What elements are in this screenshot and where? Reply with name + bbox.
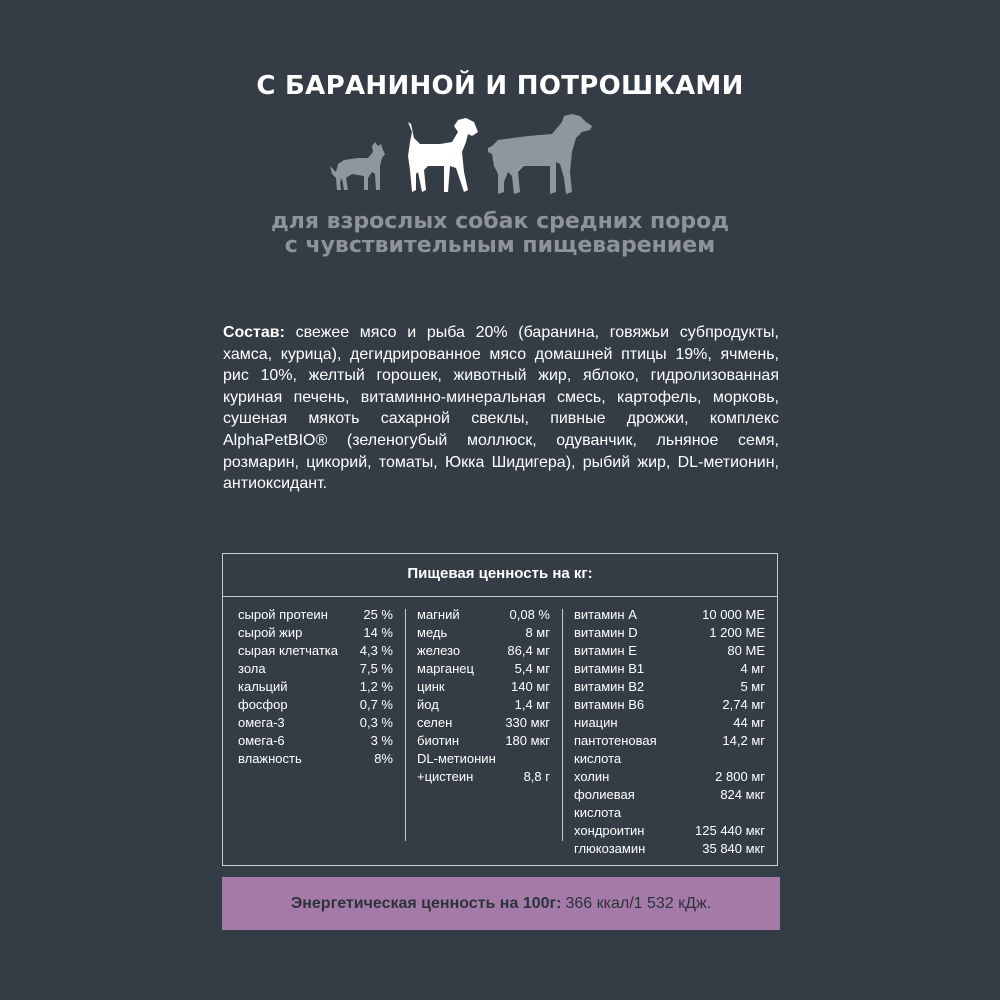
nutrient-value: 44 мг [733, 715, 765, 730]
nutrient-name: сырой протеин [238, 607, 328, 622]
nutrient-name: влажность [238, 751, 302, 766]
nutrient-name: цинк [417, 679, 445, 694]
nutrient-name: пантотеновая [574, 733, 657, 748]
nutrient-row [238, 750, 393, 768]
nutrition-column-3 [574, 606, 765, 858]
nutrient-row [238, 678, 393, 696]
nutrient-row [574, 804, 765, 822]
nutrient-name: фосфор [238, 697, 288, 712]
nutrient-value: 125 440 мкг [695, 823, 765, 838]
nutrient-value: 1 200 МЕ [709, 625, 765, 640]
energy-value-bar [222, 877, 780, 930]
composition-body: свежее мясо и рыба 20% (баранина, говяжьи субпродукты, хамса, курица), дегидрированное мясо домашней птицы 19%, ячмень, рис 10%, желтый горошек, животный жир, яблоко, гидролизованная куриная печень, витаминно-минеральная смесь, картофель, морковь, сушеная мякоть сахарной свеклы, пивные дрожжи, комплекс AlphaPetBIO® (зеленогубый моллюск, одуванчик, льняное семя, розмарин, цикорий, томаты, Юкка Шидигера), рыбий жир, DL-метионин, антиоксидант. [223, 324, 779, 493]
nutrient-row [574, 642, 765, 660]
composition-label: Состав: [223, 324, 285, 341]
nutrient-name: сырой жир [238, 625, 303, 640]
nutrient-name: ниацин [574, 715, 618, 730]
nutrient-name: фолиевая [574, 787, 635, 802]
nutrient-value: 180 мкг [505, 733, 550, 748]
nutrient-name: витамин D [574, 625, 638, 640]
nutrient-value: 1,4 мг [514, 697, 550, 712]
nutrient-row [417, 732, 550, 750]
nutrient-row [238, 696, 393, 714]
nutrient-name: железо [417, 643, 461, 658]
nutrition-table [222, 553, 778, 866]
nutrient-name: селен [417, 715, 453, 730]
nutrient-row [574, 786, 765, 804]
nutrient-value: 140 мг [511, 679, 550, 694]
nutrient-name: витамин В6 [574, 697, 645, 712]
nutrient-row [417, 750, 550, 768]
nutrient-row [238, 606, 393, 624]
nutrient-value: 8% [374, 751, 393, 766]
nutrient-row [238, 714, 393, 732]
nutrient-name: кислота [574, 751, 622, 766]
nutrient-row [574, 660, 765, 678]
nutrient-row [417, 660, 550, 678]
nutrient-name: холин [574, 769, 610, 784]
nutrient-value: 14 % [363, 625, 393, 640]
nutrient-row [417, 606, 550, 624]
nutrient-value: 8,8 г [523, 769, 550, 784]
subtitle [0, 210, 1000, 258]
nutrient-value: 5,4 мг [514, 661, 550, 676]
nutrient-name: йод [417, 697, 439, 712]
nutrient-name: витамин Е [574, 643, 637, 658]
nutrient-row [417, 768, 550, 786]
nutrient-row [417, 678, 550, 696]
nutrient-value: 10 000 МЕ [702, 607, 765, 622]
large-dog-icon [488, 114, 592, 194]
nutrition-title: Пищевая ценность на кг: [407, 565, 593, 582]
nutrient-row [417, 696, 550, 714]
nutrient-name: омега-6 [238, 733, 285, 748]
nutrient-row [417, 642, 550, 660]
nutrient-value: 1,2 % [359, 679, 393, 694]
nutrient-name: витамин В1 [574, 661, 645, 676]
nutrient-name: +цистеин [417, 769, 474, 784]
subtitle-line-1: для взрослых собак средних пород [271, 209, 729, 234]
nutrient-row [238, 624, 393, 642]
nutrient-value: 7,5 % [359, 661, 393, 676]
nutrient-value: 0,08 % [509, 607, 550, 622]
nutrient-name: магний [417, 607, 460, 622]
nutrient-value: 2 800 мг [715, 769, 765, 784]
nutrient-name: витамин А [574, 607, 637, 622]
nutrient-row [574, 678, 765, 696]
nutrient-row [574, 732, 765, 750]
subtitle-line-2: с чувствительным пищеварением [284, 233, 716, 258]
energy-value: 366 ккал/1 532 кДж. [565, 894, 712, 912]
nutrient-name: марганец [417, 661, 474, 676]
nutrient-name: витамин В2 [574, 679, 645, 694]
nutrition-column-1 [238, 606, 393, 768]
nutrient-name: кальций [238, 679, 288, 694]
nutrient-row [574, 714, 765, 732]
nutrient-value: 824 мкг [720, 787, 765, 802]
nutrient-row [574, 606, 765, 624]
nutrient-row [574, 624, 765, 642]
column-divider [562, 609, 563, 841]
column-divider [405, 609, 406, 841]
medium-dog-icon [408, 118, 478, 192]
nutrient-value: 35 840 мкг [702, 841, 765, 856]
nutrient-row [238, 732, 393, 750]
composition-text [223, 322, 779, 495]
nutrient-name: биотин [417, 733, 460, 748]
nutrient-value: 14,2 мг [722, 733, 765, 748]
nutrient-value: 2,74 мг [722, 697, 765, 712]
nutrient-row [417, 714, 550, 732]
energy-label: Энергетическая ценность на 100г: [290, 894, 562, 912]
nutrient-row [238, 660, 393, 678]
nutrient-row [238, 642, 393, 660]
nutrient-value: 8 мг [525, 625, 550, 640]
nutrient-value: 330 мкг [505, 715, 550, 730]
nutrient-name: медь [417, 625, 448, 640]
nutrient-name: кислота [574, 805, 622, 820]
nutrient-name: сырая клетчатка [238, 643, 339, 658]
nutrient-value: 0,7 % [359, 697, 393, 712]
nutrient-value: 4,3 % [359, 643, 393, 658]
nutrient-value: 80 МЕ [727, 643, 765, 658]
nutrient-name: зола [238, 661, 266, 676]
page-title: С БАРАНИНОЙ И ПОТРОШКАМИ [256, 71, 744, 101]
nutrient-value: 0,3 % [359, 715, 393, 730]
nutrition-column-2 [417, 606, 550, 786]
nutrient-name: DL-метионин [417, 751, 496, 766]
nutrient-row [417, 624, 550, 642]
nutrient-value: 86,4 мг [507, 643, 550, 658]
nutrient-name: хондроитин [574, 823, 645, 838]
nutrient-row [574, 822, 765, 840]
nutrient-value: 5 мг [740, 679, 765, 694]
nutrient-row [574, 696, 765, 714]
dog-size-icons [328, 112, 608, 202]
small-dog-icon [330, 142, 385, 190]
nutrient-value: 25 % [363, 607, 393, 622]
nutrient-row [574, 840, 765, 858]
nutrient-row [574, 750, 765, 768]
nutrition-divider [223, 596, 777, 597]
nutrient-value: 4 мг [740, 661, 765, 676]
nutrient-row [574, 768, 765, 786]
nutrient-value: 3 % [370, 733, 393, 748]
nutrient-name: омега-3 [238, 715, 285, 730]
nutrient-name: глюкозамин [574, 841, 646, 856]
